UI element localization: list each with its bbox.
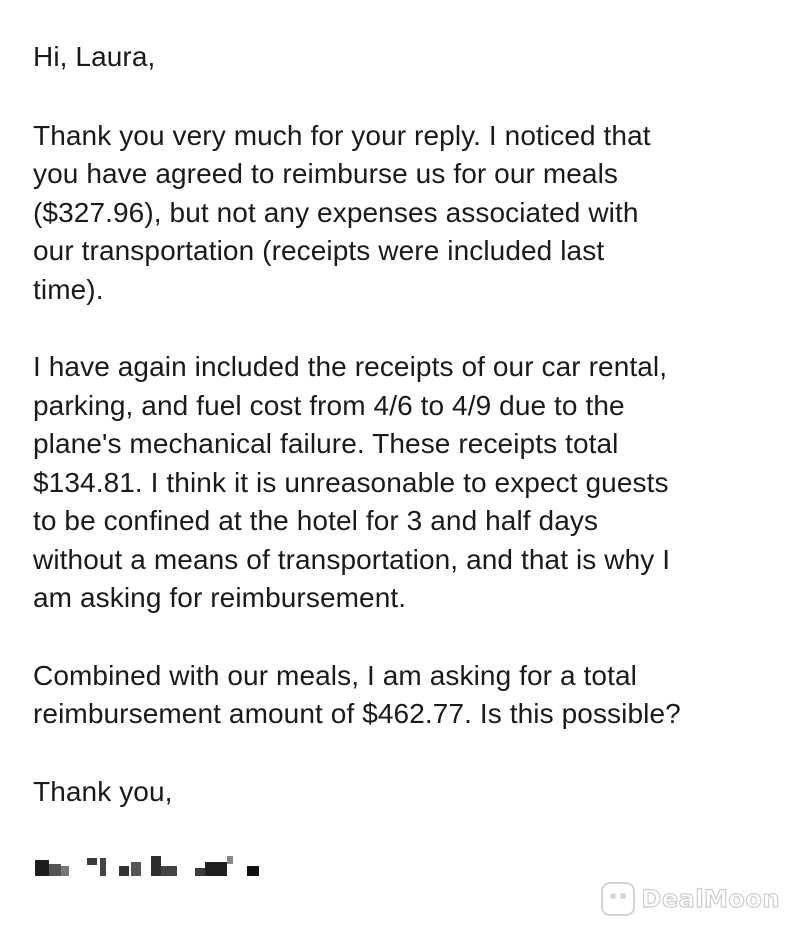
watermark-text: DealMoon [641,885,780,913]
dealmoon-logo-icon [601,882,635,916]
email-body [33,38,783,886]
email-paragraph-1: Thank you very much for your reply. I noticed that you have agreed to reimburse us for our meals ($327.96), but not any expenses associated with our transportation (receipts were included last time). [33,119,651,305]
email-signoff: Thank you, [33,775,173,807]
email-paragraph-2: I have again included the receipts of our car rental, parking, and fuel cost from 4/6 to 4/9 due to the plane's mechanical failure. These receipts total $134.81. I think it is unreasonable to expect guests to be confined at the hotel for 3 and half days without a means of transportation, and that is why I am asking for reimbursement. [33,351,671,613]
redacted-signature [35,846,335,886]
dealmoon-watermark [601,882,780,916]
email-paragraph-3: Combined with our meals, I am asking for a total reimbursement amount of $462.77. Is this possible? [33,659,681,729]
email-greeting: Hi, Laura, [33,41,156,72]
